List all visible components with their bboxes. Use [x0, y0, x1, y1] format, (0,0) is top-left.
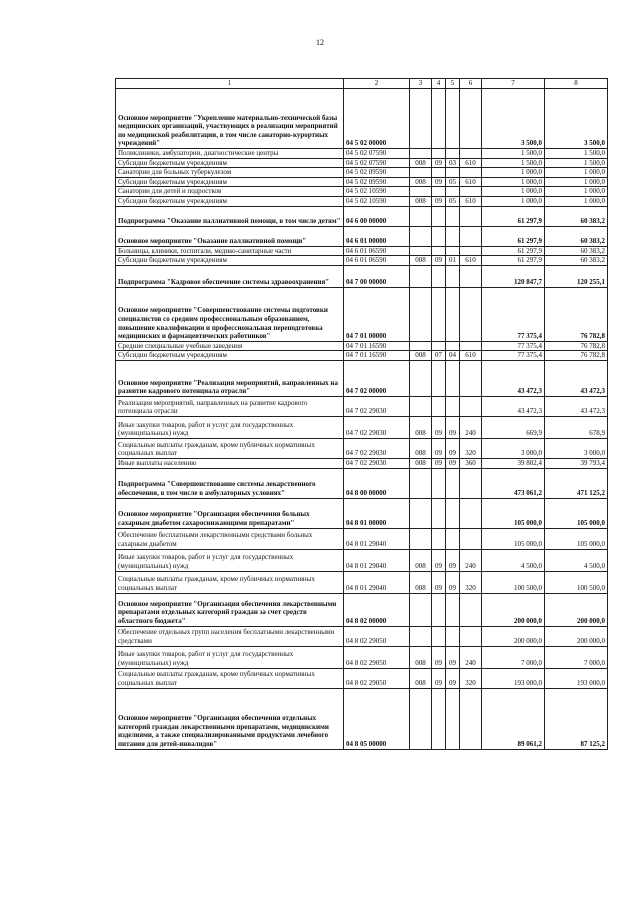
target-code-cell: 04 7 02 29030 — [344, 416, 410, 438]
subsection-code-cell: 09 — [446, 458, 460, 468]
section-code-cell: 07 — [432, 351, 446, 361]
target-code-cell: 04 7 00 00000 — [344, 265, 410, 287]
subsection-code-cell — [446, 528, 460, 549]
row-name-cell: Субсидии бюджетным учреждениям — [116, 196, 344, 206]
table-row — [116, 206, 608, 226]
section-code-cell — [432, 593, 446, 626]
target-code-cell: 04 6 01 00000 — [344, 226, 410, 246]
ministry-code-cell — [410, 89, 432, 149]
amount-year-2-cell: 1 000,0 — [545, 168, 608, 178]
row-name-cell: Субсидии бюджетным учреждениям — [116, 351, 344, 361]
amount-year-2-cell: 1 500,0 — [545, 149, 608, 159]
amount-year-2-cell: 60 383,2 — [545, 206, 608, 226]
expense-type-cell — [460, 341, 482, 351]
amount-year-1-cell: 7 000,0 — [482, 646, 545, 668]
expense-type-cell — [460, 626, 482, 646]
amount-year-2-cell: 471 125,2 — [545, 468, 608, 498]
target-code-cell: 04 6 01 06590 — [344, 246, 410, 256]
expense-type-cell: 610 — [460, 158, 482, 168]
row-name-cell: Средние специальные учебные заведения — [116, 341, 344, 351]
amount-year-2-cell: 678,9 — [545, 416, 608, 438]
amount-year-1-cell: 100 500,0 — [482, 571, 545, 593]
ministry-code-cell — [410, 498, 432, 528]
expense-type-cell: 610 — [460, 256, 482, 266]
row-name-cell: Иные закупки товаров, работ и услуг для государственных (муниципальных) нужд — [116, 646, 344, 668]
table-row — [116, 246, 608, 256]
amount-year-1-cell: 61 297,9 — [482, 226, 545, 246]
amount-year-2-cell: 76 782,8 — [545, 341, 608, 351]
amount-year-1-cell: 1 000,0 — [482, 168, 545, 178]
amount-year-2-cell: 100 500,0 — [545, 571, 608, 593]
row-name-cell: Основное мероприятие "Организация обеспечения лекарственными препаратами отдельных категорий граждан за счет средств областного бюджета" — [116, 593, 344, 626]
ministry-code-cell — [410, 265, 432, 287]
amount-year-1-cell: 43 472,3 — [482, 360, 545, 396]
subsection-code-cell — [446, 360, 460, 396]
row-name-cell: Социальные выплаты гражданам, кроме публичных нормативных социальных выплат — [116, 668, 344, 688]
amount-year-2-cell: 60 383,2 — [545, 226, 608, 246]
expense-type-cell: 320 — [460, 571, 482, 593]
expense-type-cell: 610 — [460, 177, 482, 187]
amount-year-1-cell: 43 472,3 — [482, 396, 545, 416]
table-row — [116, 593, 608, 626]
ministry-code-cell — [410, 626, 432, 646]
column-header-5: 5 — [446, 79, 460, 89]
expense-type-cell: 320 — [460, 438, 482, 458]
section-code-cell — [432, 226, 446, 246]
subsection-code-cell: 05 — [446, 196, 460, 206]
amount-year-1-cell: 473 061,2 — [482, 468, 545, 498]
row-name-cell: Иные закупки товаров, работ и услуг для государственных (муниципальных) нужд — [116, 416, 344, 438]
amount-year-1-cell: 1 500,0 — [482, 158, 545, 168]
section-code-cell: 09 — [432, 571, 446, 593]
ministry-code-cell — [410, 396, 432, 416]
subsection-code-cell — [446, 187, 460, 197]
section-code-cell — [432, 246, 446, 256]
row-name-cell: Основное мероприятие "Оказание паллиативной помощи" — [116, 226, 344, 246]
section-code-cell — [432, 688, 446, 749]
section-code-cell: 09 — [432, 177, 446, 187]
row-name-cell: Субсидии бюджетным учреждениям — [116, 158, 344, 168]
amount-year-2-cell: 105 000,0 — [545, 498, 608, 528]
column-header-1: 1 — [116, 79, 344, 89]
subsection-code-cell — [446, 341, 460, 351]
section-code-cell — [432, 396, 446, 416]
expense-type-cell: 240 — [460, 549, 482, 571]
section-code-cell — [432, 265, 446, 287]
column-header-4: 4 — [432, 79, 446, 89]
amount-year-2-cell: 76 782,8 — [545, 351, 608, 361]
amount-year-1-cell: 61 297,9 — [482, 256, 545, 266]
table-row — [116, 688, 608, 749]
subsection-code-cell: 09 — [446, 668, 460, 688]
expense-type-cell — [460, 187, 482, 197]
target-code-cell: 04 8 02 29050 — [344, 646, 410, 668]
amount-year-1-cell: 39 802,4 — [482, 458, 545, 468]
ministry-code-cell — [410, 287, 432, 341]
amount-year-2-cell: 39 793,4 — [545, 458, 608, 468]
row-name-cell: Основное мероприятие "Организация обеспечения отдельных категорий граждан лекарственными препаратами, медицинскими изделиями, а также специализированными продуктами лечебного питания для детей-инвалидов" — [116, 688, 344, 749]
budget-table — [115, 78, 608, 750]
table-row — [116, 438, 608, 458]
section-code-cell — [432, 168, 446, 178]
amount-year-2-cell: 3 000,0 — [545, 438, 608, 458]
subsection-code-cell: 09 — [446, 438, 460, 458]
section-code-cell — [432, 341, 446, 351]
table-header-row — [116, 79, 608, 89]
section-code-cell: 09 — [432, 668, 446, 688]
table-row — [116, 187, 608, 197]
row-name-cell: Поликлиники, амбулатории, диагностические центры — [116, 149, 344, 159]
row-name-cell: Подпрограмма "Совершенствование системы лекарственного обеспечения, в том числе в амбулаторных условиях" — [116, 468, 344, 498]
ministry-code-cell — [410, 206, 432, 226]
target-code-cell: 04 8 02 00000 — [344, 593, 410, 626]
section-code-cell: 09 — [432, 256, 446, 266]
amount-year-2-cell: 87 125,2 — [545, 688, 608, 749]
row-name-cell: Обеспечение отдельных групп населения бесплатными лекарственными средствами — [116, 626, 344, 646]
table-row — [116, 458, 608, 468]
section-code-cell: 09 — [432, 416, 446, 438]
expense-type-cell: 610 — [460, 351, 482, 361]
column-header-7: 7 — [482, 79, 545, 89]
table-row — [116, 265, 608, 287]
amount-year-1-cell: 1 500,0 — [482, 149, 545, 159]
expense-type-cell: 610 — [460, 196, 482, 206]
column-header-2: 2 — [344, 79, 410, 89]
amount-year-2-cell: 76 782,8 — [545, 287, 608, 341]
section-code-cell — [432, 498, 446, 528]
ministry-code-cell: 008 — [410, 438, 432, 458]
expense-type-cell — [460, 498, 482, 528]
ministry-code-cell: 008 — [410, 256, 432, 266]
amount-year-1-cell: 1 000,0 — [482, 196, 545, 206]
section-code-cell — [432, 528, 446, 549]
subsection-code-cell — [446, 265, 460, 287]
ministry-code-cell: 008 — [410, 416, 432, 438]
table-row — [116, 571, 608, 593]
subsection-code-cell: 09 — [446, 416, 460, 438]
table-row — [116, 351, 608, 361]
expense-type-cell — [460, 246, 482, 256]
target-code-cell: 04 8 01 29040 — [344, 528, 410, 549]
expense-type-cell: 240 — [460, 416, 482, 438]
subsection-code-cell — [446, 287, 460, 341]
target-code-cell: 04 7 02 29030 — [344, 396, 410, 416]
expense-type-cell: 320 — [460, 668, 482, 688]
section-code-cell: 09 — [432, 158, 446, 168]
subsection-code-cell — [446, 593, 460, 626]
amount-year-1-cell: 77 375,4 — [482, 341, 545, 351]
expense-type-cell — [460, 206, 482, 226]
table-row — [116, 396, 608, 416]
section-code-cell: 09 — [432, 438, 446, 458]
section-code-cell: 09 — [432, 458, 446, 468]
amount-year-2-cell: 193 000,0 — [545, 668, 608, 688]
amount-year-1-cell: 89 061,2 — [482, 688, 545, 749]
table-row — [116, 549, 608, 571]
budget-table-body — [116, 79, 608, 750]
section-code-cell — [432, 206, 446, 226]
ministry-code-cell — [410, 528, 432, 549]
table-row — [116, 416, 608, 438]
row-name-cell: Санатории для детей и подростков — [116, 187, 344, 197]
table-row — [116, 468, 608, 498]
target-code-cell: 04 5 02 10590 — [344, 187, 410, 197]
section-code-cell: 09 — [432, 196, 446, 206]
expense-type-cell — [460, 287, 482, 341]
table-row — [116, 360, 608, 396]
ministry-code-cell — [410, 341, 432, 351]
section-code-cell — [432, 360, 446, 396]
target-code-cell: 04 8 01 00000 — [344, 498, 410, 528]
table-row — [116, 646, 608, 668]
subsection-code-cell: 04 — [446, 351, 460, 361]
row-name-cell: Основное мероприятие "Укрепление материально-технической базы медицинских организаций, участвующих в реализации мероприятий по медицинской реабилитации, в том числе санаторно-курортных учреждений" — [116, 89, 344, 149]
section-code-cell — [432, 149, 446, 159]
ministry-code-cell: 008 — [410, 158, 432, 168]
amount-year-1-cell: 77 375,4 — [482, 351, 545, 361]
amount-year-1-cell: 200 000,0 — [482, 593, 545, 626]
table-row — [116, 256, 608, 266]
target-code-cell: 04 5 02 07590 — [344, 149, 410, 159]
row-name-cell: Социальные выплаты гражданам, кроме публичных нормативных социальных выплат — [116, 571, 344, 593]
section-code-cell: 09 — [432, 646, 446, 668]
table-row — [116, 168, 608, 178]
table-row — [116, 226, 608, 246]
expense-type-cell — [460, 149, 482, 159]
amount-year-1-cell: 120 847,7 — [482, 265, 545, 287]
ministry-code-cell — [410, 168, 432, 178]
expense-type-cell — [460, 528, 482, 549]
target-code-cell: 04 5 02 09590 — [344, 168, 410, 178]
column-header-8: 8 — [545, 79, 608, 89]
amount-year-2-cell: 7 000,0 — [545, 646, 608, 668]
row-name-cell: Основное мероприятие "Реализация мероприятий, направленных на развитие кадрового потенциала отрасли" — [116, 360, 344, 396]
table-row — [116, 196, 608, 206]
subsection-code-cell: 09 — [446, 549, 460, 571]
subsection-code-cell — [446, 206, 460, 226]
ministry-code-cell: 008 — [410, 351, 432, 361]
amount-year-1-cell: 669,9 — [482, 416, 545, 438]
amount-year-1-cell: 1 000,0 — [482, 187, 545, 197]
ministry-code-cell — [410, 468, 432, 498]
target-code-cell: 04 5 02 07590 — [344, 158, 410, 168]
row-name-cell: Больницы, клиники, госпитали, медико-санитарные части — [116, 246, 344, 256]
column-header-6: 6 — [460, 79, 482, 89]
amount-year-1-cell: 105 000,0 — [482, 528, 545, 549]
table-row — [116, 287, 608, 341]
target-code-cell: 04 8 01 29040 — [344, 549, 410, 571]
table-row — [116, 89, 608, 149]
amount-year-1-cell: 4 500,0 — [482, 549, 545, 571]
expense-type-cell: 240 — [460, 646, 482, 668]
subsection-code-cell: 09 — [446, 571, 460, 593]
amount-year-2-cell: 43 472,3 — [545, 360, 608, 396]
amount-year-2-cell: 120 255,1 — [545, 265, 608, 287]
amount-year-1-cell: 61 297,9 — [482, 206, 545, 226]
target-code-cell: 04 7 02 29030 — [344, 438, 410, 458]
amount-year-1-cell: 1 000,0 — [482, 177, 545, 187]
subsection-code-cell — [446, 246, 460, 256]
target-code-cell: 04 7 02 29030 — [344, 458, 410, 468]
expense-type-cell — [460, 265, 482, 287]
ministry-code-cell — [410, 226, 432, 246]
ministry-code-cell — [410, 246, 432, 256]
page-number: 12 — [316, 38, 324, 47]
amount-year-2-cell: 200 000,0 — [545, 593, 608, 626]
subsection-code-cell: 03 — [446, 158, 460, 168]
expense-type-cell — [460, 360, 482, 396]
row-name-cell: Субсидии бюджетным учреждениям — [116, 256, 344, 266]
row-name-cell: Иные закупки товаров, работ и услуг для государственных (муниципальных) нужд — [116, 549, 344, 571]
ministry-code-cell — [410, 360, 432, 396]
target-code-cell: 04 6 01 06590 — [344, 256, 410, 266]
target-code-cell: 04 8 05 00000 — [344, 688, 410, 749]
amount-year-2-cell: 1 000,0 — [545, 196, 608, 206]
row-name-cell: Обеспечение бесплатными лекарственными средствами больных сахарным диабетом — [116, 528, 344, 549]
target-code-cell: 04 5 02 10590 — [344, 196, 410, 206]
amount-year-2-cell: 1 500,0 — [545, 158, 608, 168]
ministry-code-cell: 008 — [410, 571, 432, 593]
target-code-cell: 04 8 02 29050 — [344, 668, 410, 688]
row-name-cell: Санатории для больных туберкулезом — [116, 168, 344, 178]
subsection-code-cell — [446, 149, 460, 159]
row-name-cell: Социальные выплаты гражданам, кроме публичных нормативных социальных выплат — [116, 438, 344, 458]
table-row — [116, 528, 608, 549]
amount-year-2-cell: 200 000,0 — [545, 626, 608, 646]
amount-year-1-cell: 77 375,4 — [482, 287, 545, 341]
row-name-cell: Реализация мероприятий, направленных на развитие кадрового потенциала отрасли — [116, 396, 344, 416]
ministry-code-cell: 008 — [410, 549, 432, 571]
expense-type-cell — [460, 688, 482, 749]
ministry-code-cell: 008 — [410, 196, 432, 206]
amount-year-2-cell: 1 000,0 — [545, 177, 608, 187]
column-header-3: 3 — [410, 79, 432, 89]
amount-year-1-cell: 105 000,0 — [482, 498, 545, 528]
section-code-cell — [432, 468, 446, 498]
subsection-code-cell — [446, 468, 460, 498]
row-name-cell: Субсидии бюджетным учреждениям — [116, 177, 344, 187]
ministry-code-cell: 008 — [410, 458, 432, 468]
expense-type-cell — [460, 89, 482, 149]
ministry-code-cell — [410, 149, 432, 159]
ministry-code-cell: 008 — [410, 668, 432, 688]
amount-year-2-cell: 105 000,0 — [545, 528, 608, 549]
table-row — [116, 158, 608, 168]
table-row — [116, 149, 608, 159]
amount-year-2-cell: 4 500,0 — [545, 549, 608, 571]
amount-year-2-cell: 1 000,0 — [545, 187, 608, 197]
expense-type-cell — [460, 226, 482, 246]
amount-year-1-cell: 3 500,0 — [482, 89, 545, 149]
ministry-code-cell: 008 — [410, 177, 432, 187]
row-name-cell: Основное мероприятие "Совершенствование системы подготовки специалистов со средним профессиональным образованием, повышение квалификации и профессиональная переподготовка медицинских и фармацевтических работников" — [116, 287, 344, 341]
expense-type-cell — [460, 396, 482, 416]
ministry-code-cell: 008 — [410, 646, 432, 668]
ministry-code-cell — [410, 187, 432, 197]
target-code-cell: 04 7 01 16590 — [344, 341, 410, 351]
subsection-code-cell — [446, 626, 460, 646]
section-code-cell — [432, 626, 446, 646]
section-code-cell — [432, 187, 446, 197]
row-name-cell: Подпрограмма "Кадровое обеспечение системы здравоохранения" — [116, 265, 344, 287]
expense-type-cell — [460, 168, 482, 178]
subsection-code-cell — [446, 498, 460, 528]
section-code-cell — [432, 287, 446, 341]
amount-year-1-cell: 193 000,0 — [482, 668, 545, 688]
amount-year-2-cell: 60 383,2 — [545, 256, 608, 266]
target-code-cell: 04 5 02 00000 — [344, 89, 410, 149]
target-code-cell: 04 6 00 00000 — [344, 206, 410, 226]
section-code-cell — [432, 89, 446, 149]
subsection-code-cell — [446, 89, 460, 149]
subsection-code-cell: 09 — [446, 646, 460, 668]
target-code-cell: 04 8 02 29050 — [344, 626, 410, 646]
amount-year-2-cell: 43 472,3 — [545, 396, 608, 416]
amount-year-1-cell: 61 297,9 — [482, 246, 545, 256]
table-row — [116, 177, 608, 187]
amount-year-2-cell: 60 383,2 — [545, 246, 608, 256]
target-code-cell: 04 5 02 09590 — [344, 177, 410, 187]
amount-year-1-cell: 3 000,0 — [482, 438, 545, 458]
subsection-code-cell — [446, 688, 460, 749]
expense-type-cell — [460, 468, 482, 498]
amount-year-2-cell: 3 500,0 — [545, 89, 608, 149]
ministry-code-cell — [410, 688, 432, 749]
subsection-code-cell: 05 — [446, 177, 460, 187]
target-code-cell: 04 8 00 00000 — [344, 468, 410, 498]
target-code-cell: 04 7 02 00000 — [344, 360, 410, 396]
ministry-code-cell — [410, 593, 432, 626]
subsection-code-cell — [446, 226, 460, 246]
target-code-cell: 04 7 01 16590 — [344, 351, 410, 361]
table-row — [116, 626, 608, 646]
section-code-cell: 09 — [432, 549, 446, 571]
target-code-cell: 04 8 01 29040 — [344, 571, 410, 593]
table-row — [116, 498, 608, 528]
row-name-cell: Иные выплаты населению — [116, 458, 344, 468]
expense-type-cell — [460, 593, 482, 626]
row-name-cell: Основное мероприятие "Организация обеспечения больных сахарным диабетом сахароснижающими препаратами" — [116, 498, 344, 528]
amount-year-1-cell: 200 000,0 — [482, 626, 545, 646]
subsection-code-cell — [446, 396, 460, 416]
table-row — [116, 668, 608, 688]
expense-type-cell: 360 — [460, 458, 482, 468]
table-row — [116, 341, 608, 351]
subsection-code-cell: 01 — [446, 256, 460, 266]
row-name-cell: Подпрограмма "Оказание паллиативной помощи, в том числе детям" — [116, 206, 344, 226]
subsection-code-cell — [446, 168, 460, 178]
target-code-cell: 04 7 01 00000 — [344, 287, 410, 341]
